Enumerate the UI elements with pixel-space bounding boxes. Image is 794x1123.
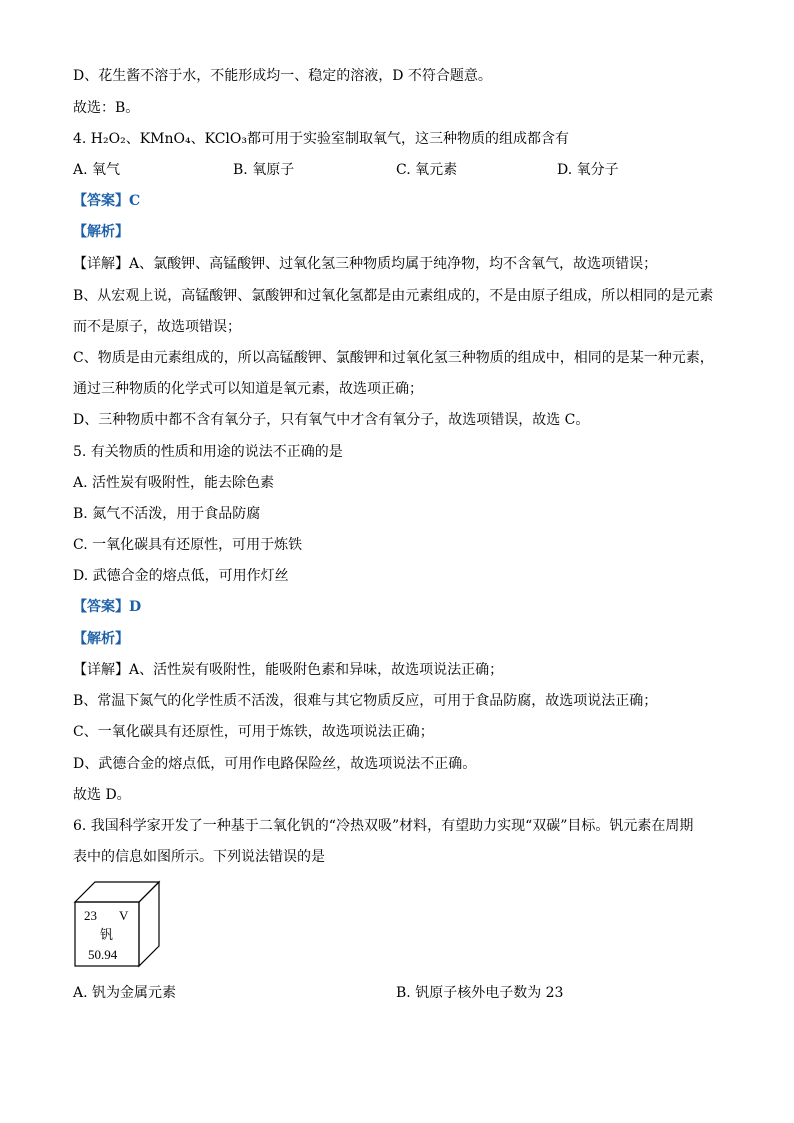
explanation-line: D、三种物质中都不含有氧分子，只有氧气中才含有氧分子，故选项错误，故选 C。 bbox=[73, 412, 590, 428]
element-name: 钒 bbox=[100, 928, 114, 943]
atomic-number: 23 bbox=[84, 908, 97, 923]
q5-option-d: D. 武德合金的熔点低，可用作灯丝 bbox=[73, 568, 289, 584]
explanation-line: C、物质是由元素组成的，所以高锰酸钾、氯酸钾和过氧化氢三种物质的组成中，相同的是某一种元素， bbox=[73, 350, 714, 366]
question-5: 5. 有关物质的性质和用途的说法不正确的是 bbox=[73, 444, 343, 460]
explanation-line: B、从宏观上说，高锰酸钾、氯酸钾和过氧化氢都是由元素组成的，不是由原子组成，所以相同的是元素 bbox=[73, 288, 714, 304]
q4-option-b: B. 氧原子 bbox=[233, 162, 295, 178]
q5-option-a: A. 活性炭有吸附性，能去除色素 bbox=[73, 475, 275, 491]
explanation-line: 【详解】A、氯酸钾、高锰酸钾、过氧化氢三种物质均属于纯净物，均不含氧气，故选项错误； bbox=[73, 256, 658, 272]
element-cube bbox=[73, 878, 163, 970]
q5-option-c: C. 一氧化碳具有还原性，可用于炼铁 bbox=[73, 537, 303, 553]
text-line: 故选：B。 bbox=[73, 100, 140, 116]
q4-option-a: A. 氧气 bbox=[73, 162, 121, 178]
answer-label: 【答案】D bbox=[73, 599, 142, 615]
q5-option-b: B. 氮气不活泼，用于食品防腐 bbox=[73, 506, 261, 522]
q4-option-d: D. 氧分子 bbox=[557, 162, 619, 178]
analysis-label: 【解析】 bbox=[73, 224, 129, 240]
explanation-line: C、一氧化碳具有还原性，可用于炼铁，故选项说法正确； bbox=[73, 724, 434, 740]
element-symbol: V bbox=[119, 908, 129, 923]
question-6-cont: 表中的信息如图所示。下列说法错误的是 bbox=[73, 849, 325, 865]
question-4: 4. H₂O₂、KMnO₄、KClO₃都可用于实验室制取氧气，这三种物质的组成都含有 bbox=[73, 131, 569, 147]
explanation-line: B、常温下氮气的化学性质不活泼，很难与其它物质反应，可用于食品防腐，故选项说法正确； bbox=[73, 693, 658, 709]
explanation-line: 通过三种物质的化学式可以知道是氧元素，故选项正确； bbox=[73, 381, 423, 397]
q6-option-b: B. 钒原子核外电子数为 23 bbox=[396, 985, 564, 1001]
explanation-line: 而不是原子，故选项错误； bbox=[73, 319, 241, 335]
cube-side bbox=[139, 882, 159, 966]
explanation-line: 【详解】A、活性炭有吸附性，能吸附色素和异味，故选项说法正确； bbox=[73, 662, 504, 678]
periodic-table-cell bbox=[73, 878, 163, 970]
q6-option-a: A. 钒为金属元素 bbox=[73, 985, 177, 1001]
question-6: 6. 我国科学家开发了一种基于二氧化钒的“冷热双吸”材料，有望助力实现“双碳”目标。钒元素在周期 bbox=[73, 818, 694, 834]
text-line: 故选 D。 bbox=[73, 787, 131, 803]
explanation-line: D、武德合金的熔点低，可用作电路保险丝，故选项说法不正确。 bbox=[73, 756, 477, 772]
text-line: D、花生酱不溶于水，不能形成均一、稳定的溶液，D 不符合题意。 bbox=[73, 68, 492, 84]
analysis-label: 【解析】 bbox=[73, 631, 129, 647]
cube-top bbox=[75, 882, 159, 902]
atomic-mass: 50.94 bbox=[88, 947, 118, 962]
q4-option-c: C. 氧元素 bbox=[396, 162, 458, 178]
answer-label: 【答案】C bbox=[73, 193, 141, 209]
